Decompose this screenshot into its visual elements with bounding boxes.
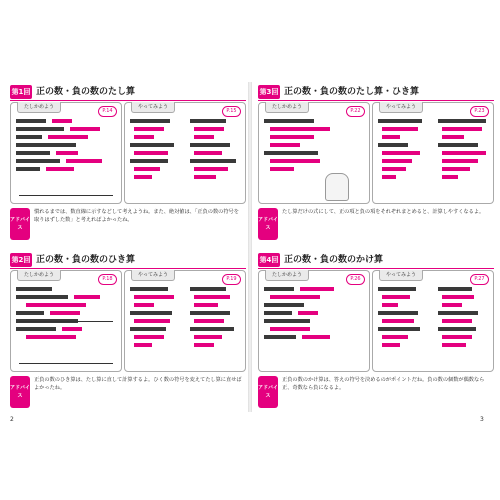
section-2	[8, 250, 246, 414]
mascot-illustration	[325, 173, 349, 201]
page-number-right: 3	[480, 416, 484, 423]
header-rule	[258, 268, 494, 269]
page-ref: P.14	[98, 106, 117, 117]
page-ref: P.23	[470, 106, 489, 117]
section-number: 第2回	[10, 253, 32, 267]
exercise-answers	[130, 286, 240, 350]
left-page	[8, 82, 246, 412]
section-header	[8, 85, 246, 99]
check-box	[10, 270, 122, 372]
advice-text: 慣れるまでは、数直線に示すなどして考えようね。また、絶対値は、「正負の数の符号を取りはずした数」と考えればよかったね。	[34, 209, 239, 223]
section-header	[8, 253, 246, 267]
exercise-answers	[130, 118, 240, 182]
header-rule	[10, 268, 246, 269]
section-1	[8, 82, 246, 246]
section-title: 正の数・負の数のひき算	[36, 255, 136, 265]
page-ref: P.19	[222, 274, 241, 285]
worked-examples	[264, 286, 364, 342]
page-ref: P.27	[470, 274, 489, 285]
check-tab: たしかめよう	[17, 270, 61, 281]
worked-examples	[264, 118, 364, 174]
section-header	[256, 85, 494, 99]
section-title: 正の数・負の数のかけ算	[284, 255, 384, 265]
section-title: 正の数・負の数のたし算・ひき算	[284, 87, 420, 97]
number-line	[19, 321, 113, 322]
advice-panel	[256, 206, 494, 244]
page-ref: P.22	[346, 106, 365, 117]
section-number: 第4回	[258, 253, 280, 267]
page-ref: P.26	[346, 274, 365, 285]
advice-panel	[256, 374, 494, 412]
advice-text: 正負の数のひき算は、たし算に直して計算するよ。ひく数の符号を変えてたし算に直せばよかったね。	[34, 377, 242, 391]
check-box	[10, 102, 122, 204]
section-header	[256, 253, 494, 267]
advice-panel	[8, 206, 246, 244]
advice-text: たし算だけの式にして、正の項と負の項をそれぞれまとめると、計算しやすくなるよ。	[282, 209, 485, 215]
try-tab: やってみよう	[131, 102, 175, 113]
section-number: 第3回	[258, 85, 280, 99]
book-spine	[248, 82, 252, 412]
try-box	[124, 270, 246, 372]
advice-badge: アドバイス	[10, 376, 30, 408]
header-rule	[258, 100, 494, 101]
try-tab: やってみよう	[131, 270, 175, 281]
try-tab: やってみよう	[379, 270, 423, 281]
worked-examples	[16, 286, 116, 342]
try-box	[372, 270, 494, 372]
advice-badge: アドバイス	[258, 376, 278, 408]
check-box	[258, 270, 370, 372]
page-number-left: 2	[10, 416, 14, 423]
try-box	[372, 102, 494, 204]
number-line	[19, 195, 113, 196]
exercise-answers	[378, 286, 488, 350]
check-box	[258, 102, 370, 204]
worked-examples	[16, 118, 116, 174]
header-rule	[10, 100, 246, 101]
check-tab: たしかめよう	[17, 102, 61, 113]
page-ref: P.15	[222, 106, 241, 117]
try-tab: やってみよう	[379, 102, 423, 113]
section-number: 第1回	[10, 85, 32, 99]
check-tab: たしかめよう	[265, 270, 309, 281]
right-page	[256, 82, 494, 412]
advice-panel	[8, 374, 246, 412]
section-4	[256, 250, 494, 414]
number-line	[19, 363, 113, 364]
exercise-answers	[378, 118, 488, 182]
advice-badge: アドバイス	[10, 208, 30, 240]
page-ref: P.18	[98, 274, 117, 285]
try-box	[124, 102, 246, 204]
section-3	[256, 82, 494, 246]
advice-text: 正負の数のかけ算は、答えの符号を決めるのがポイントだね。負の数の個数が偶数なら正、奇数なら負になるよ。	[282, 377, 485, 391]
check-tab: たしかめよう	[265, 102, 309, 113]
section-title: 正の数・負の数のたし算	[36, 87, 136, 97]
advice-badge: アドバイス	[258, 208, 278, 240]
